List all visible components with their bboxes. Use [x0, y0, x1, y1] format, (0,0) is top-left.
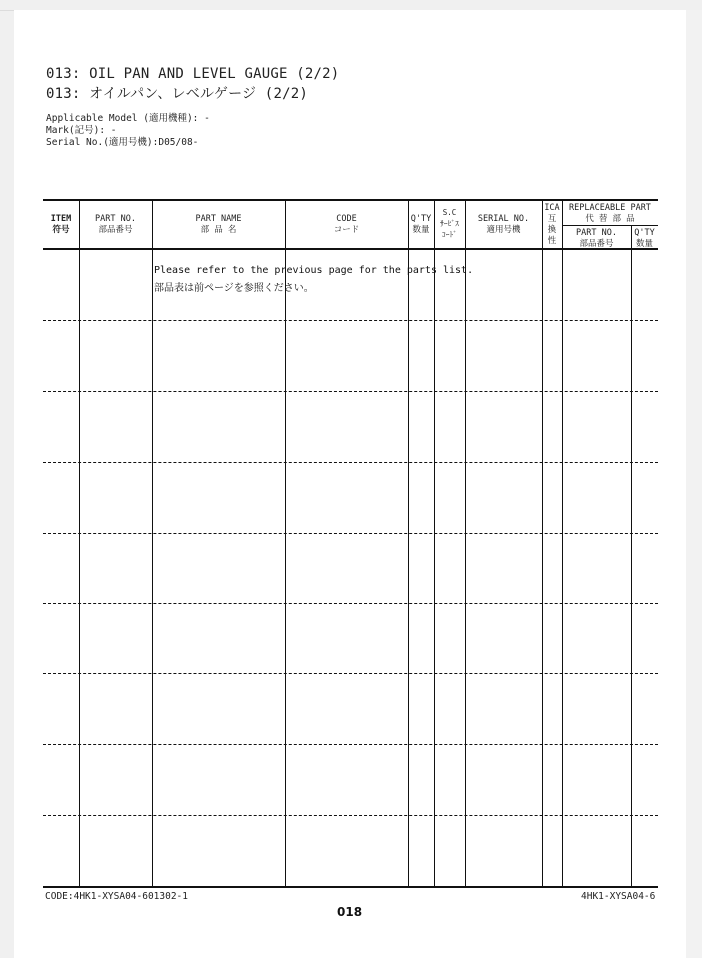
col-line-4	[408, 201, 409, 887]
row-separator	[43, 603, 658, 604]
header-repl-part-no	[562, 228, 631, 250]
header-repl-part-no-ja: 部品番号	[579, 239, 614, 249]
row-separator	[43, 320, 658, 321]
header-ica-en: ICA	[544, 203, 560, 213]
header-part-no-en: PART NO.	[95, 214, 136, 224]
header-serial-no-ja: 適用号機	[486, 225, 521, 235]
header-item-ja: 符号	[52, 225, 70, 235]
header-item-en: ITEM	[50, 214, 72, 224]
header-repl-qty-en: Q'TY	[634, 228, 655, 238]
header-serial-no	[465, 214, 542, 236]
header-part-no	[79, 214, 152, 236]
mark: Mark(記号): -	[46, 125, 117, 136]
header-replaceable-ja: 代 替 部 品	[585, 214, 635, 224]
footer-code: CODE:4HK1-XYSA04-601302-1	[45, 891, 188, 902]
replaceable-sub-rule	[562, 225, 658, 226]
serial-no: Serial No.(適用号機):D05/08-	[46, 137, 199, 148]
header-replaceable	[562, 203, 658, 225]
header-part-name-ja: 部 品 名	[200, 225, 237, 235]
header-ica-ja-2: 換	[547, 225, 557, 235]
header-ica-ja-1: 互	[547, 214, 557, 224]
page-title-ja: 013: オイルパン、レベルゲージ (2/2)	[46, 86, 308, 102]
header-qty-en: Q'TY	[410, 214, 432, 224]
header-part-name-en: PART NAME	[195, 214, 242, 224]
table-top-rule	[43, 199, 658, 201]
header-repl-part-no-en: PART NO.	[576, 228, 617, 238]
parts-list-note-en: Please refer to the previous page for the parts list.	[154, 265, 474, 276]
header-code-en: CODE	[336, 214, 357, 224]
header-repl-qty-ja: 数量	[635, 239, 653, 249]
row-separator	[43, 533, 658, 534]
header-item	[43, 214, 79, 236]
row-separator	[43, 673, 658, 674]
viewer-gutter	[686, 10, 702, 958]
row-separator	[43, 744, 658, 745]
page-number: 018	[337, 905, 363, 919]
header-serial-no-en: SERIAL NO.	[477, 214, 530, 224]
table-bottom-rule	[43, 886, 658, 888]
row-separator	[43, 391, 658, 392]
header-part-no-ja: 部品番号	[98, 225, 133, 235]
col-line-6	[465, 201, 466, 887]
header-sc-ja-2: ｺｰﾄﾞ	[442, 230, 457, 239]
applicable-model: Applicable Model (適用機種): -	[46, 113, 210, 124]
header-code	[285, 214, 408, 236]
col-line-2	[152, 201, 153, 887]
header-code-ja: コード	[333, 225, 360, 235]
header-ica	[542, 203, 562, 247]
header-repl-qty	[631, 228, 658, 250]
col-line-7	[542, 201, 543, 887]
col-line-1	[79, 201, 80, 887]
header-qty-ja: 数量	[412, 225, 430, 235]
parts-list-note-ja: 部品表は前ページを参照ください。	[154, 283, 314, 294]
col-line-9	[631, 226, 632, 887]
header-ica-ja-3: 性	[547, 236, 557, 246]
page-title-en: 013: OIL PAN AND LEVEL GAUGE (2/2)	[46, 66, 340, 82]
header-replaceable-en: REPLACEABLE PART	[569, 203, 651, 213]
col-line-5	[434, 201, 435, 887]
row-separator	[43, 815, 658, 816]
header-part-name	[152, 214, 285, 236]
row-separator	[43, 462, 658, 463]
col-line-3	[285, 201, 286, 887]
footer-ref: 4HK1-XYSA04-6	[581, 891, 656, 902]
header-qty	[408, 214, 434, 236]
header-sc-en: S.C	[442, 208, 457, 217]
col-line-8	[562, 201, 563, 887]
header-sc	[434, 207, 465, 240]
header-sc-ja-1: ｻｰﾋﾞｽ	[440, 219, 459, 228]
